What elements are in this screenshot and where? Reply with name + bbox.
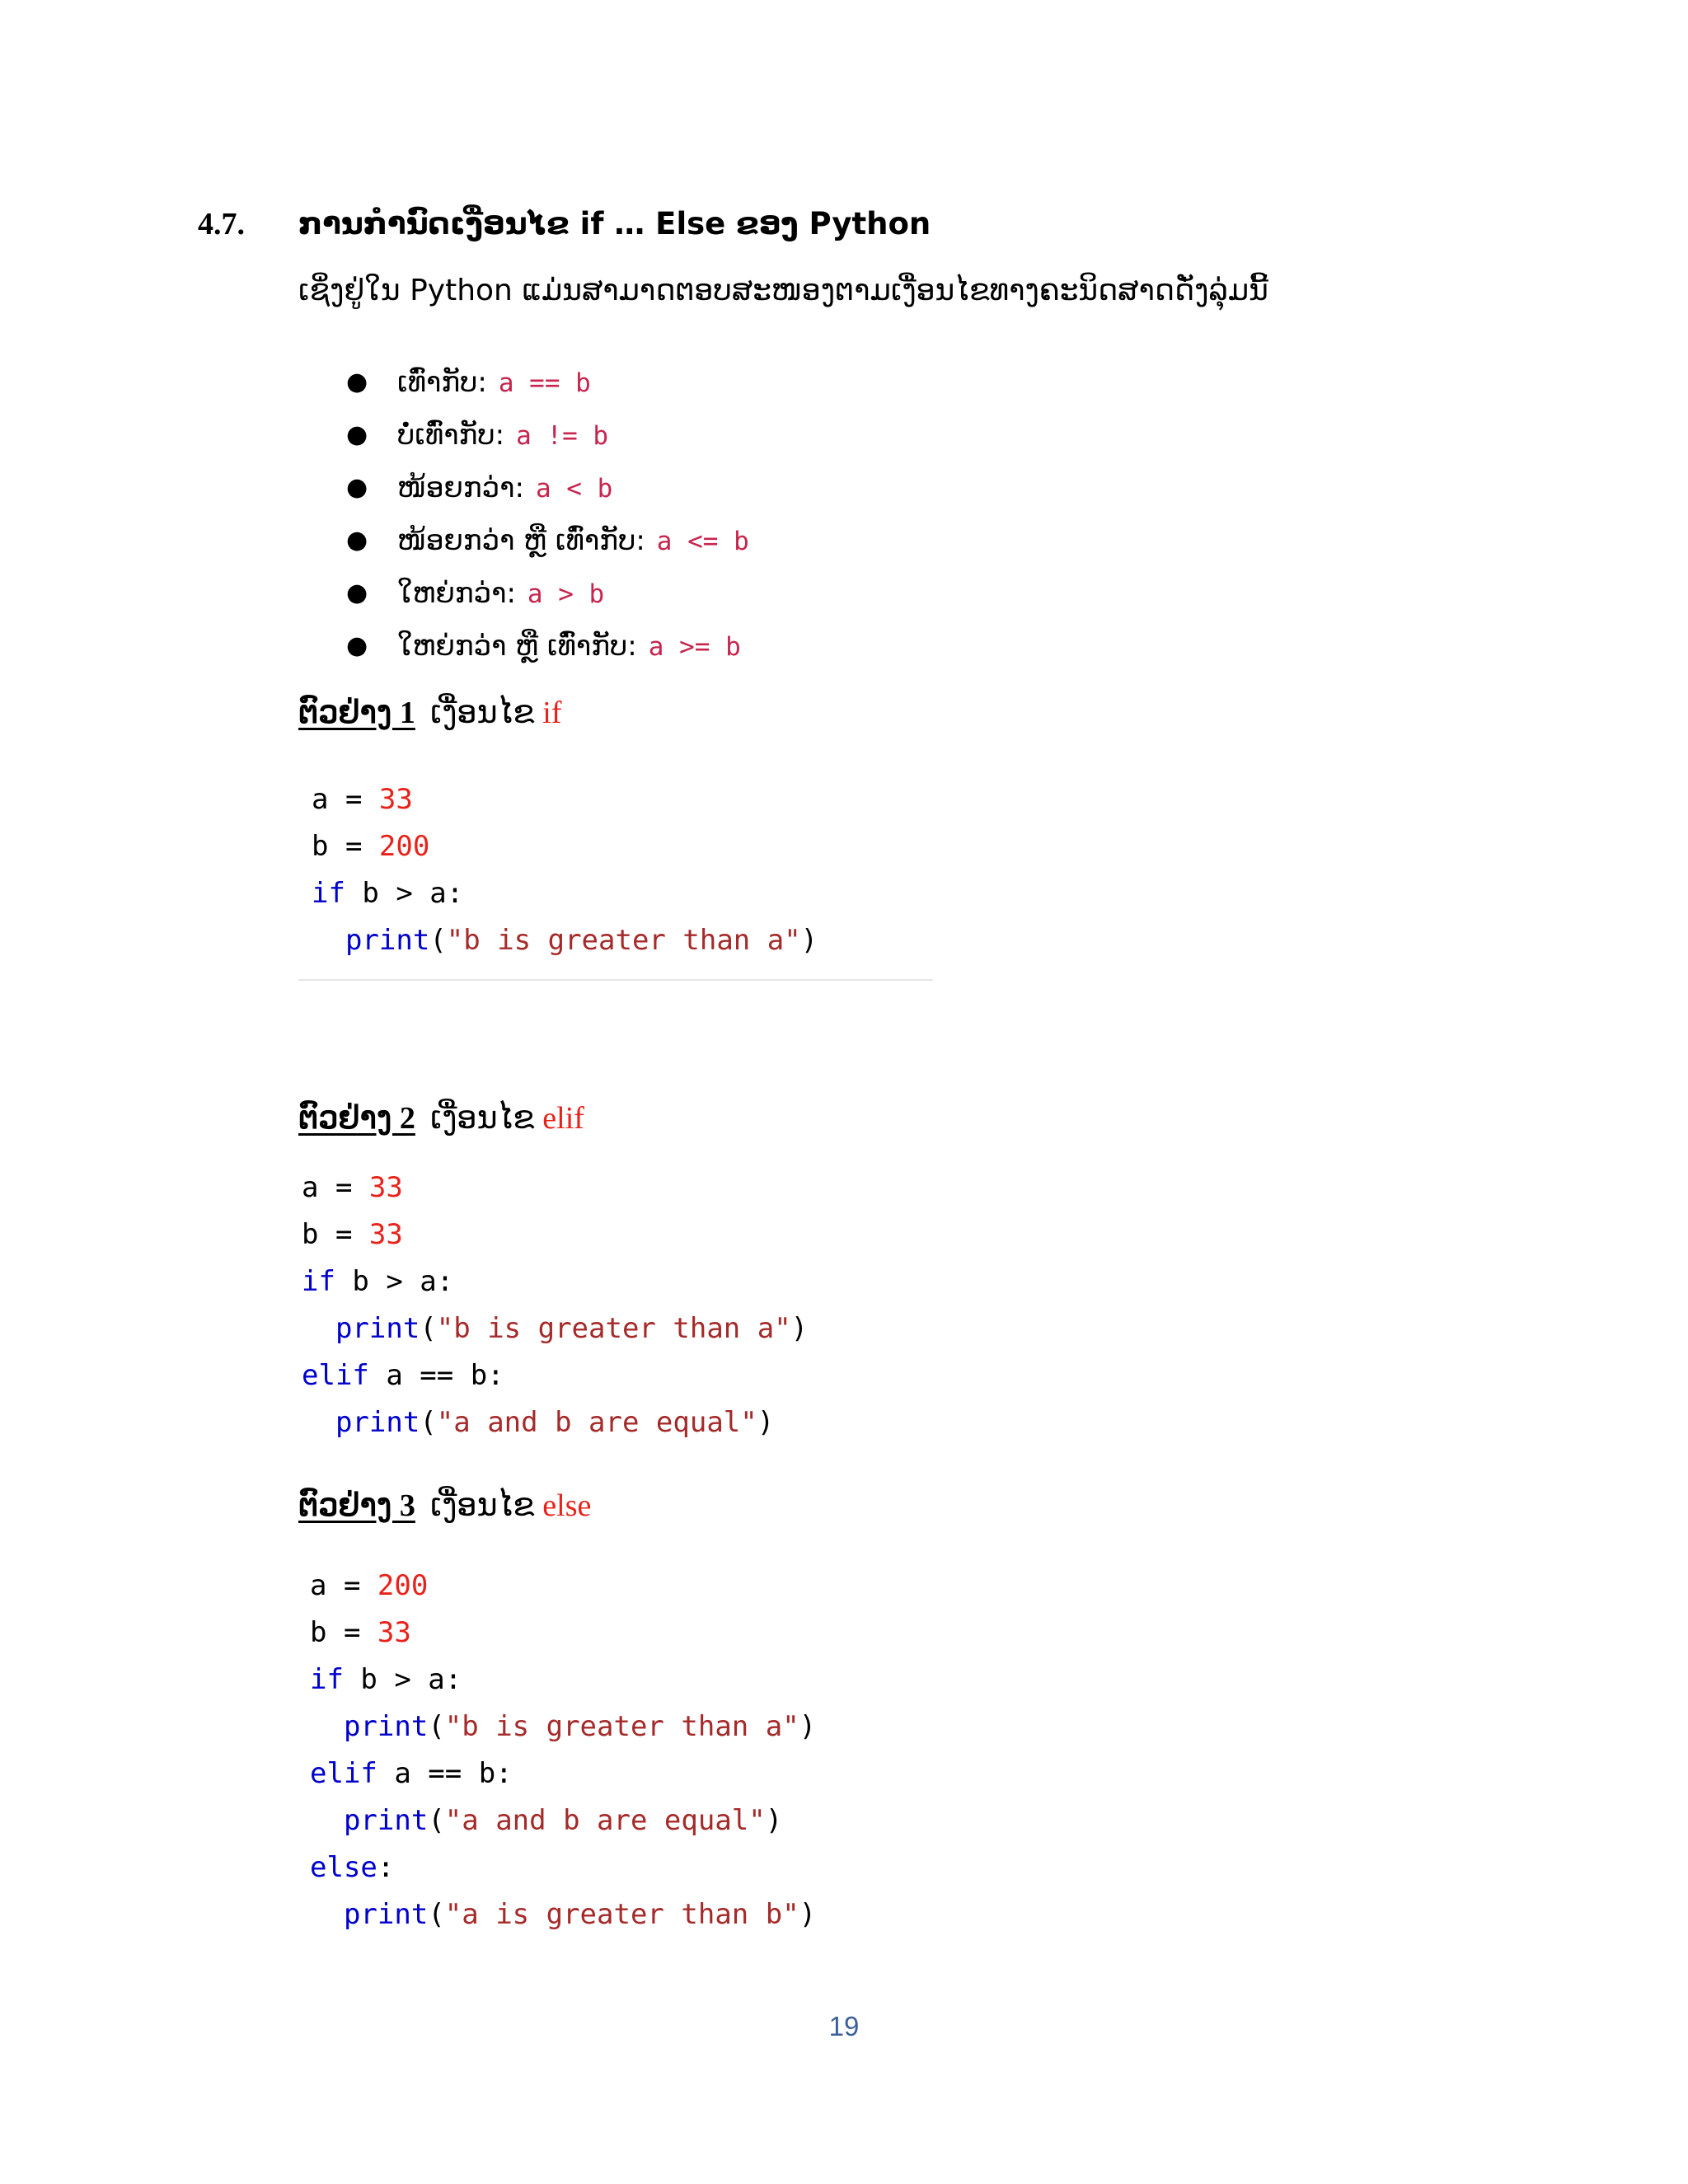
code-text: (: [428, 1898, 445, 1931]
code-text: b =: [302, 1218, 369, 1251]
code-text: ): [757, 1406, 775, 1439]
code-text: ): [800, 924, 818, 957]
code-text: b > a:: [343, 1663, 462, 1696]
code-line: [310, 1750, 816, 1797]
list-item: [298, 620, 749, 673]
code-keyword: if: [310, 1663, 344, 1696]
operator-label: ໜ້ອຍກວ່າ:: [397, 471, 524, 504]
code-number: 33: [378, 783, 413, 816]
code-text: b =: [310, 1616, 377, 1649]
code-keyword: print: [345, 924, 430, 957]
example-keyword: else: [542, 1488, 592, 1523]
code-line: [310, 1704, 816, 1750]
code-line: [302, 1212, 808, 1258]
operator-expression: a < b: [535, 474, 613, 504]
example-topic: ເງື່ອນໄຂ: [429, 1487, 535, 1523]
bullet-icon: ●: [346, 420, 368, 449]
code-string: "a is greater than b": [444, 1898, 799, 1931]
code-text: (: [420, 1312, 437, 1345]
code-text: (: [428, 1804, 445, 1837]
code-block-divider: [298, 979, 933, 981]
bullet-icon: ●: [346, 526, 368, 555]
code-text: a == b:: [368, 1359, 504, 1392]
code-line: [310, 1844, 816, 1891]
example-label: ຕົວຢ່າງ 2: [298, 1101, 415, 1136]
operator-label: ໃຫຍ່ກວ່າ ຫຼື ເທົ່າກັບ:: [397, 630, 637, 663]
code-line: [312, 776, 818, 823]
code-text: b > a:: [335, 1265, 454, 1298]
list-item: [298, 462, 749, 514]
code-text: [302, 1312, 335, 1345]
code-keyword: print: [343, 1710, 429, 1743]
example-label: ຕົວຢ່າງ 1: [298, 696, 415, 730]
code-line: [310, 1563, 816, 1610]
section-number: 4.7.: [198, 207, 245, 241]
code-line: [302, 1258, 808, 1305]
list-item: [298, 409, 749, 462]
comparison-operator-list: [298, 356, 749, 673]
code-text: b > a:: [345, 877, 464, 910]
code-text: [302, 1406, 335, 1439]
code-block-example-1: [312, 776, 818, 964]
code-line: [310, 1657, 816, 1704]
code-number: 33: [377, 1616, 411, 1649]
code-number: 33: [368, 1218, 403, 1251]
code-block-example-3: [310, 1563, 816, 1938]
code-text: (: [429, 924, 447, 957]
code-string: "b is greater than a": [436, 1312, 791, 1345]
example-keyword: elif: [542, 1101, 584, 1136]
list-item: [298, 514, 749, 567]
operator-expression: a == b: [498, 368, 591, 398]
code-line: [302, 1399, 808, 1446]
code-keyword: print: [343, 1898, 429, 1931]
example-2-heading: [298, 1099, 584, 1137]
bullet-icon: ●: [346, 368, 368, 396]
operator-expression: a > b: [527, 579, 605, 609]
code-keyword: if: [312, 877, 345, 910]
code-line: [312, 870, 818, 917]
code-keyword: elif: [302, 1359, 369, 1392]
operator-label: ໜ້ອຍກວ່າ ຫຼື ເທົ່າກັບ:: [397, 524, 645, 557]
operator-expression: a <= b: [656, 527, 749, 556]
code-keyword: print: [335, 1312, 420, 1345]
example-1-heading: [298, 694, 561, 731]
code-text: [310, 1804, 344, 1837]
code-text: :: [377, 1851, 395, 1884]
code-text: b =: [312, 830, 379, 863]
code-text: [310, 1898, 344, 1931]
example-3-heading: [298, 1487, 591, 1524]
bullet-icon: ●: [346, 631, 368, 660]
code-keyword: print: [343, 1804, 429, 1837]
code-text: ): [799, 1898, 817, 1931]
bullet-icon: ●: [346, 579, 368, 607]
example-keyword: if: [542, 696, 562, 730]
code-string: "b is greater than a": [446, 924, 801, 957]
code-string: "a and b are equal": [444, 1804, 766, 1837]
code-number: 200: [378, 830, 430, 863]
code-text: [312, 924, 345, 957]
code-text: (: [420, 1406, 437, 1439]
example-topic: ເງື່ອນໄຂ: [429, 694, 535, 730]
operator-label: ໃຫຍ່ກວ່າ:: [397, 577, 516, 610]
list-item: [298, 356, 749, 409]
code-text: a == b:: [377, 1757, 513, 1790]
section-title: ການກຳນົດເງື່ອນໄຂ if … Else ຂອງ Python: [298, 206, 931, 241]
code-line: [302, 1305, 808, 1352]
code-text: a =: [310, 1569, 377, 1602]
code-line: [302, 1165, 808, 1212]
code-line: [312, 823, 818, 870]
code-number: 33: [368, 1171, 403, 1204]
code-keyword: elif: [310, 1757, 377, 1790]
code-line: [310, 1610, 816, 1657]
code-text: (: [428, 1710, 445, 1743]
code-line: [302, 1352, 808, 1399]
code-text: a =: [302, 1171, 369, 1204]
intro-paragraph: ເຊິ່ງຢູ່ໃນ Python ແມ່ນສາມາດຕອບສະໜອງຕາມເງື່ອນໄຂທາງຄະນິດສາດດັ່ງລຸ່ມນີ້: [298, 274, 1268, 307]
code-text: ): [790, 1312, 809, 1345]
example-topic: ເງື່ອນໄຂ: [429, 1099, 535, 1136]
code-keyword: else: [310, 1851, 377, 1884]
operator-expression: a != b: [516, 421, 609, 451]
code-string: "a and b are equal": [436, 1406, 757, 1439]
code-text: ): [765, 1804, 783, 1837]
bullet-icon: ●: [346, 473, 368, 502]
operator-expression: a >= b: [648, 632, 741, 662]
code-text: [310, 1710, 344, 1743]
code-text: ): [799, 1710, 817, 1743]
code-line: [310, 1797, 816, 1844]
code-line: [312, 917, 818, 964]
code-text: a =: [312, 783, 379, 816]
example-label: ຕົວຢ່າງ 3: [298, 1488, 415, 1523]
code-string: "b is greater than a": [444, 1710, 799, 1743]
code-keyword: if: [302, 1265, 335, 1298]
code-line: [310, 1891, 816, 1938]
operator-label: ບໍ່ເທົ່າກັບ:: [397, 419, 505, 452]
code-block-example-2: [302, 1165, 808, 1446]
code-keyword: print: [335, 1406, 420, 1439]
list-item: [298, 567, 749, 620]
code-number: 200: [377, 1569, 429, 1602]
operator-label: ເທົ່າກັບ:: [397, 366, 487, 399]
page-number: 19: [828, 2011, 860, 2041]
